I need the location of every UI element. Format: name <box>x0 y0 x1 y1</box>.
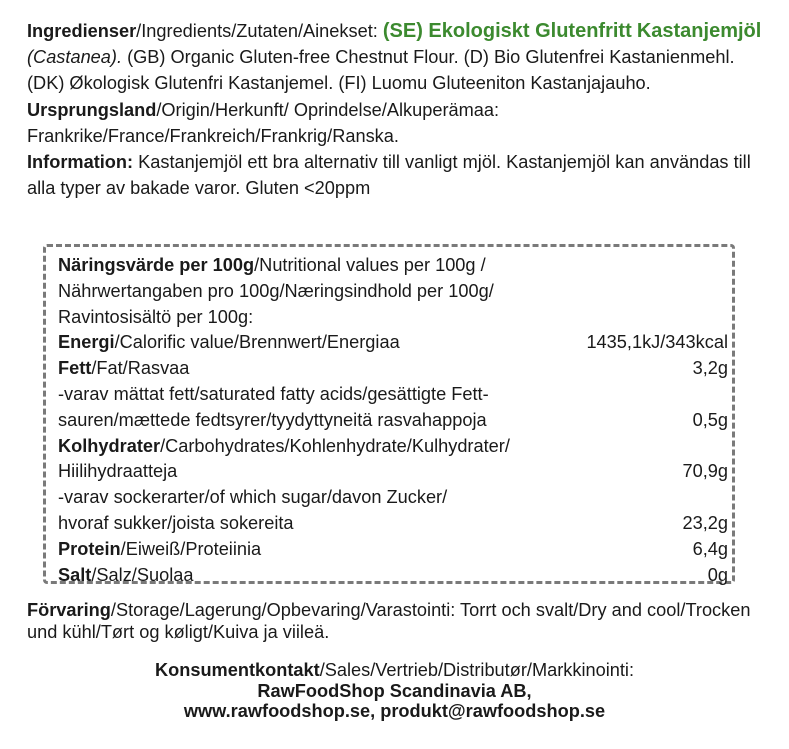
carbohydrate-value: 70,9g <box>682 461 728 482</box>
carbohydrate-label-rest: /Carbohydrates/Kohlenhydrate/Kulhydrater/ <box>160 435 510 456</box>
carbohydrate-label: Kolhydrater <box>58 435 161 456</box>
carbohydrate-row <box>58 459 730 485</box>
contact-label: Konsumentkontakt <box>154 660 320 680</box>
energy-label: Energi <box>58 332 115 353</box>
saturated-fat-row <box>58 408 730 434</box>
information-text: Kastanjemjöl ett bra alternativ till vanligt mjöl. Kastanjemjöl kan användas till alla typer av bakade varor. Gluten <20ppm <box>27 152 751 199</box>
product-name-se: (SE) Ekologiskt Glutenfritt <box>382 20 632 42</box>
information-label: Information: <box>27 152 134 173</box>
salt-label-rest: /Salz/Suolaa <box>91 564 194 585</box>
energy-row <box>58 330 730 356</box>
saturated-fat-label-2: sauren/mættede fedtsyrer/tyydyttyneitä rasvahappoja <box>58 409 487 430</box>
saturated-fat-label: -varav mättat fett/saturated fatty acids/gesättigte Fett- <box>58 383 489 404</box>
protein-value: 6,4g <box>692 538 728 559</box>
salt-value: 0g <box>707 564 728 585</box>
fat-label: Fett <box>58 358 92 379</box>
sugar-label: -varav sockerarter/of which sugar/davon Zucker/ <box>58 487 448 508</box>
nutrition-header-rest: /Nutritional values per 100g / <box>254 255 486 275</box>
nutrition-header <box>58 253 730 279</box>
ingredients-label-rest: /Ingredients/Zutaten/Ainekset: <box>136 21 383 41</box>
fat-value: 3,2g <box>692 358 728 379</box>
sugar-row <box>58 511 730 537</box>
contact-block <box>0 660 789 722</box>
storage-label: Förvaring <box>27 600 111 620</box>
ingredients-translations: (GB) Organic Gluten-free Chestnut Flour. (D) Bio Glutenfrei Kastanienmehl. (DK) Økologisk Glutenfri Kastanjemel. (FI) Luomu Gluteeniton Kastanjajauho. <box>27 47 735 94</box>
fat-label-rest: /Fat/Rasvaa <box>91 358 190 379</box>
ingredients-paragraph <box>27 18 769 201</box>
energy-label-rest: /Calorific value/Brennwert/Energiaa <box>114 332 400 353</box>
nutrition-table <box>43 244 735 584</box>
nutrition-header-label: Näringsvärde per 100g <box>58 255 255 275</box>
storage-paragraph <box>27 599 769 643</box>
latin-name: (Castanea). <box>27 47 123 68</box>
energy-value: 1435,1kJ/343kcal <box>586 332 728 353</box>
origin-label: Ursprungsland <box>27 99 157 120</box>
contact-web-email: www.rawfoodshop.se, produkt@rawfoodshop.se <box>183 701 606 721</box>
sugar-value: 23,2g <box>682 512 728 533</box>
ingredients-label: Ingredienser <box>27 21 137 41</box>
sugar-label-2: hvoraf sukker/joista sokereita <box>58 512 294 533</box>
contact-label-rest: /Sales/Vertrieb/Distributør/Markkinointi: <box>319 660 635 680</box>
protein-label-rest: /Eiweiß/Proteiinia <box>120 538 262 559</box>
storage-text: /Storage/Lagerung/Opbevaring/Varastointi: Torrt och svalt/Dry and cool/Trocken und kühl/Tørt og køligt/Kuiva ja viileä. <box>27 600 751 642</box>
company-name: RawFoodShop Scandinavia AB, <box>257 680 532 701</box>
salt-label: Salt <box>58 564 92 585</box>
protein-row <box>58 537 730 563</box>
saturated-fat-value: 0,5g <box>692 409 728 430</box>
protein-label: Protein <box>58 538 121 559</box>
salt-row <box>58 563 730 589</box>
carbohydrate-label-2: Hiilihydraatteja <box>58 461 178 482</box>
origin-text: /Origin/Herkunft/ Oprindelse/Alkuperämaa: Frankrike/France/Frankreich/Frankrig/Ranska. <box>27 99 500 146</box>
nutrition-header-line2: Nährwertangaben pro 100g/Næringsindhold per 100g/ <box>58 280 494 301</box>
nutrition-header-line3: Ravintosisältö per 100g: <box>58 306 254 327</box>
product-name-se-2: Kastanjemjöl <box>636 20 762 42</box>
fat-row <box>58 356 730 382</box>
